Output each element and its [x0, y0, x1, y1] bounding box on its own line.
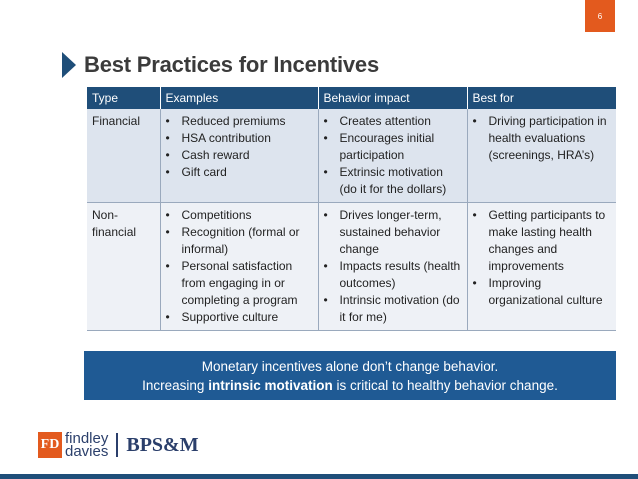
list-item: • Reduced premiums	[166, 113, 313, 130]
list-item: • Supportive culture	[166, 309, 313, 326]
list-item: • Gift card	[166, 164, 313, 181]
bullet-list	[324, 207, 462, 326]
logo-divider	[116, 433, 118, 457]
page-number: 6	[597, 11, 603, 21]
key-message-callout	[84, 351, 616, 400]
cell-examples	[160, 109, 318, 203]
bullet-list	[473, 207, 612, 309]
column-header-type: Type	[87, 87, 160, 109]
callout-line-1: Monetary incentives alone don’t change behavior.	[201, 358, 499, 374]
list-item: • Improving organizational culture	[473, 275, 612, 309]
fd-initials: FD	[40, 437, 60, 452]
column-header-examples: Examples	[160, 87, 318, 109]
cell-type	[87, 109, 160, 203]
type-label-line: Non-	[92, 208, 119, 222]
bullet-list	[166, 113, 313, 181]
page-number-badge	[585, 0, 615, 32]
callout-line-2	[84, 376, 616, 395]
fd-name-line-2: davies	[65, 443, 109, 460]
table-header-row	[87, 87, 616, 109]
type-label-line: financial	[92, 225, 137, 239]
bpsm-logo: BPS&M	[126, 433, 199, 456]
callout-line-2-end: is critical to healthy behavior change.	[332, 377, 558, 393]
cell-behavior-impact	[318, 203, 467, 331]
list-item: • Encourages initial participation	[324, 130, 462, 164]
column-header-best-for: Best for	[467, 87, 616, 109]
slide-header	[62, 50, 379, 80]
list-item: • Impacts results (health outcomes)	[324, 258, 462, 292]
list-item: • Cash reward	[166, 147, 313, 164]
callout-emphasis: intrinsic motivation	[208, 377, 333, 393]
cell-best-for	[467, 203, 616, 331]
list-item: • HSA contribution	[166, 130, 313, 147]
findley-davies-wordmark	[65, 432, 108, 458]
table-row	[87, 203, 616, 331]
cell-best-for	[467, 109, 616, 203]
bullet-list	[324, 113, 462, 198]
table-row	[87, 109, 616, 203]
list-item: • Driving participation in health evaluations (screenings, HRA’s)	[473, 113, 612, 164]
list-item: • Creates attention	[324, 113, 462, 130]
slide-title: Best Practices for Incentives	[84, 52, 380, 77]
list-item: • Recognition (formal or informal)	[166, 224, 313, 258]
list-item: • Competitions	[166, 207, 313, 224]
column-header-behavior-impact: Behavior impact	[318, 87, 467, 109]
cell-type	[87, 203, 160, 331]
type-label-line: Financial	[92, 114, 141, 128]
incentives-table	[87, 87, 616, 331]
cell-examples	[160, 203, 318, 331]
list-item: • Extrinsic motivation (do it for the dollars)	[324, 164, 462, 198]
list-item: • Personal satisfaction from engaging in or completing a program	[166, 258, 313, 309]
footer-rule	[0, 474, 638, 479]
footer-logos	[38, 430, 199, 460]
list-item: • Drives longer-term, sustained behavior change	[324, 207, 462, 258]
list-item: • Getting participants to make lasting health changes and improvements	[473, 207, 612, 275]
findley-davies-logo-mark	[38, 432, 62, 458]
fd-name-line-1: findley	[65, 430, 109, 447]
list-item: • Intrinsic motivation (do it for me)	[324, 292, 462, 326]
bullet-list	[473, 113, 612, 164]
bullet-list	[166, 207, 313, 326]
callout-line-2-start: Increasing	[142, 377, 209, 393]
arrow-right-icon	[62, 52, 76, 78]
cell-behavior-impact	[318, 109, 467, 203]
